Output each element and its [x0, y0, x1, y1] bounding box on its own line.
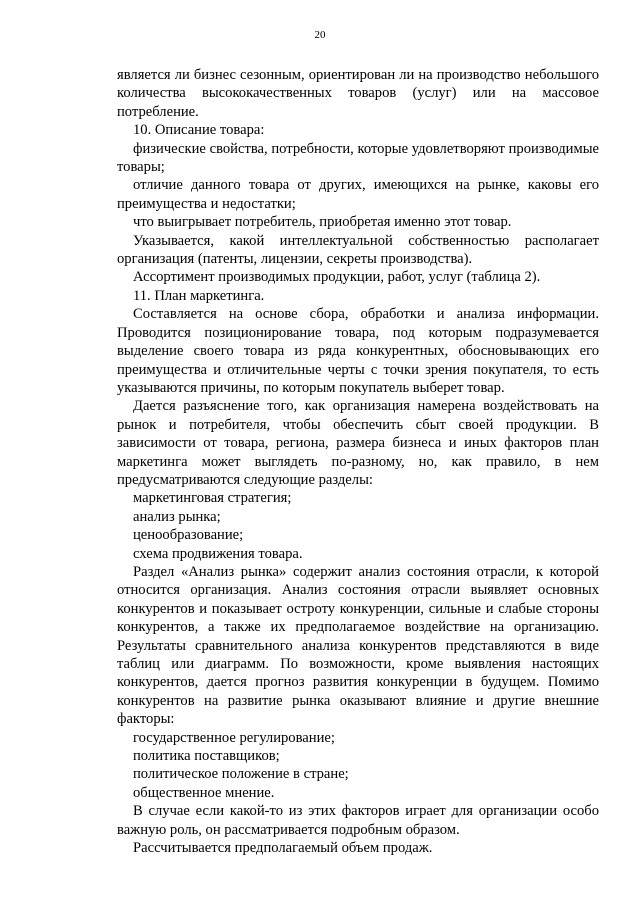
paragraph-positioning: Составляется на основе сбора, обработки и анализа информации. Проводится позиционирование товара, под которым подразумевается выделение своего товара из ряда конкурентных, обосновывающих его преимущества и отличительные черты с точки зрения покупателя, то есть указываются причины, по которым покупатель выберет товар.: [117, 306, 599, 396]
section-heading-marketing-plan: 11. План маркетинга.: [133, 287, 265, 304]
list-item-market-analysis: анализ рынка;: [133, 508, 221, 525]
list-item-political-situation: политическое положение в стране;: [133, 766, 349, 783]
page-number: 20: [314, 29, 326, 41]
paragraph-intellectual-property: Указывается, какой интеллектуальной собственностью располагает организация (патенты, лицензии, секреты производства).: [117, 232, 599, 268]
paragraph-market-influence: Дается разъяснение того, как организация намерена воздействовать на рынок и потребителя, чтобы обеспечить сбыт своей продукции. В зависимости от товара, региона, размера бизнеса и иных факторов план маркетинга может выглядеть по-разному, но, как правило, в нем предусматриваются следующие разделы:: [117, 398, 599, 488]
list-item-promotion-scheme: схема продвижения товара.: [133, 545, 303, 562]
list-item-supplier-policy: политика поставщиков;: [133, 748, 280, 765]
paragraph-sales-volume: Рассчитывается предполагаемый объем продаж.: [133, 840, 433, 857]
list-item-state-regulation: государственное регулирование;: [133, 729, 335, 746]
paragraph-assortment: Ассортимент производимых продукции, работ, услуг (таблица 2).: [133, 269, 541, 286]
section-heading-product-description: 10. Описание товара:: [133, 122, 265, 139]
document-body: [117, 66, 599, 857]
list-item-marketing-strategy: маркетинговая стратегия;: [133, 490, 292, 507]
paragraph-market-analysis-section: Раздел «Анализ рынка» содержит анализ состояния отрасли, к которой относится организация. Анализ состояния отрасли выявляет основных конкурентов и показывает остроту конкуренции, сильные и слабые стороны конкурентов, а также их предполагаемое воздействие на организацию. Результаты сравнительного анализа конкурентов представляются в виде таблиц или диаграмм. По возможности, кроме выявления настоящих конкурентов, дается прогноз развития конкуренции в будущем. Помимо конкурентов на развитие рынка оказывают влияние и другие внешние факторы:: [117, 563, 599, 728]
paragraph-seasonality: является ли бизнес сезонным, ориентирован ли на производство небольшого количества высококачественных товаров (услуг) или на массовое потребление.: [117, 67, 599, 120]
paragraph-physical-properties: физические свойства, потребности, которые удовлетворяют производимые товары;: [117, 140, 599, 176]
paragraph-important-factors: В случае если какой-то из этих факторов играет для организации особо важную роль, он рассматривается подробным образом.: [117, 803, 599, 838]
list-item-public-opinion: общественное мнение.: [133, 784, 275, 801]
paragraph-product-differences: отличие данного товара от других, имеющихся на рынке, каковы его преимущества и недостатки;: [117, 177, 599, 212]
paragraph-consumer-benefit: что выигрывает потребитель, приобретая именно этот товар.: [133, 214, 512, 231]
list-item-pricing: ценообразование;: [133, 527, 244, 544]
